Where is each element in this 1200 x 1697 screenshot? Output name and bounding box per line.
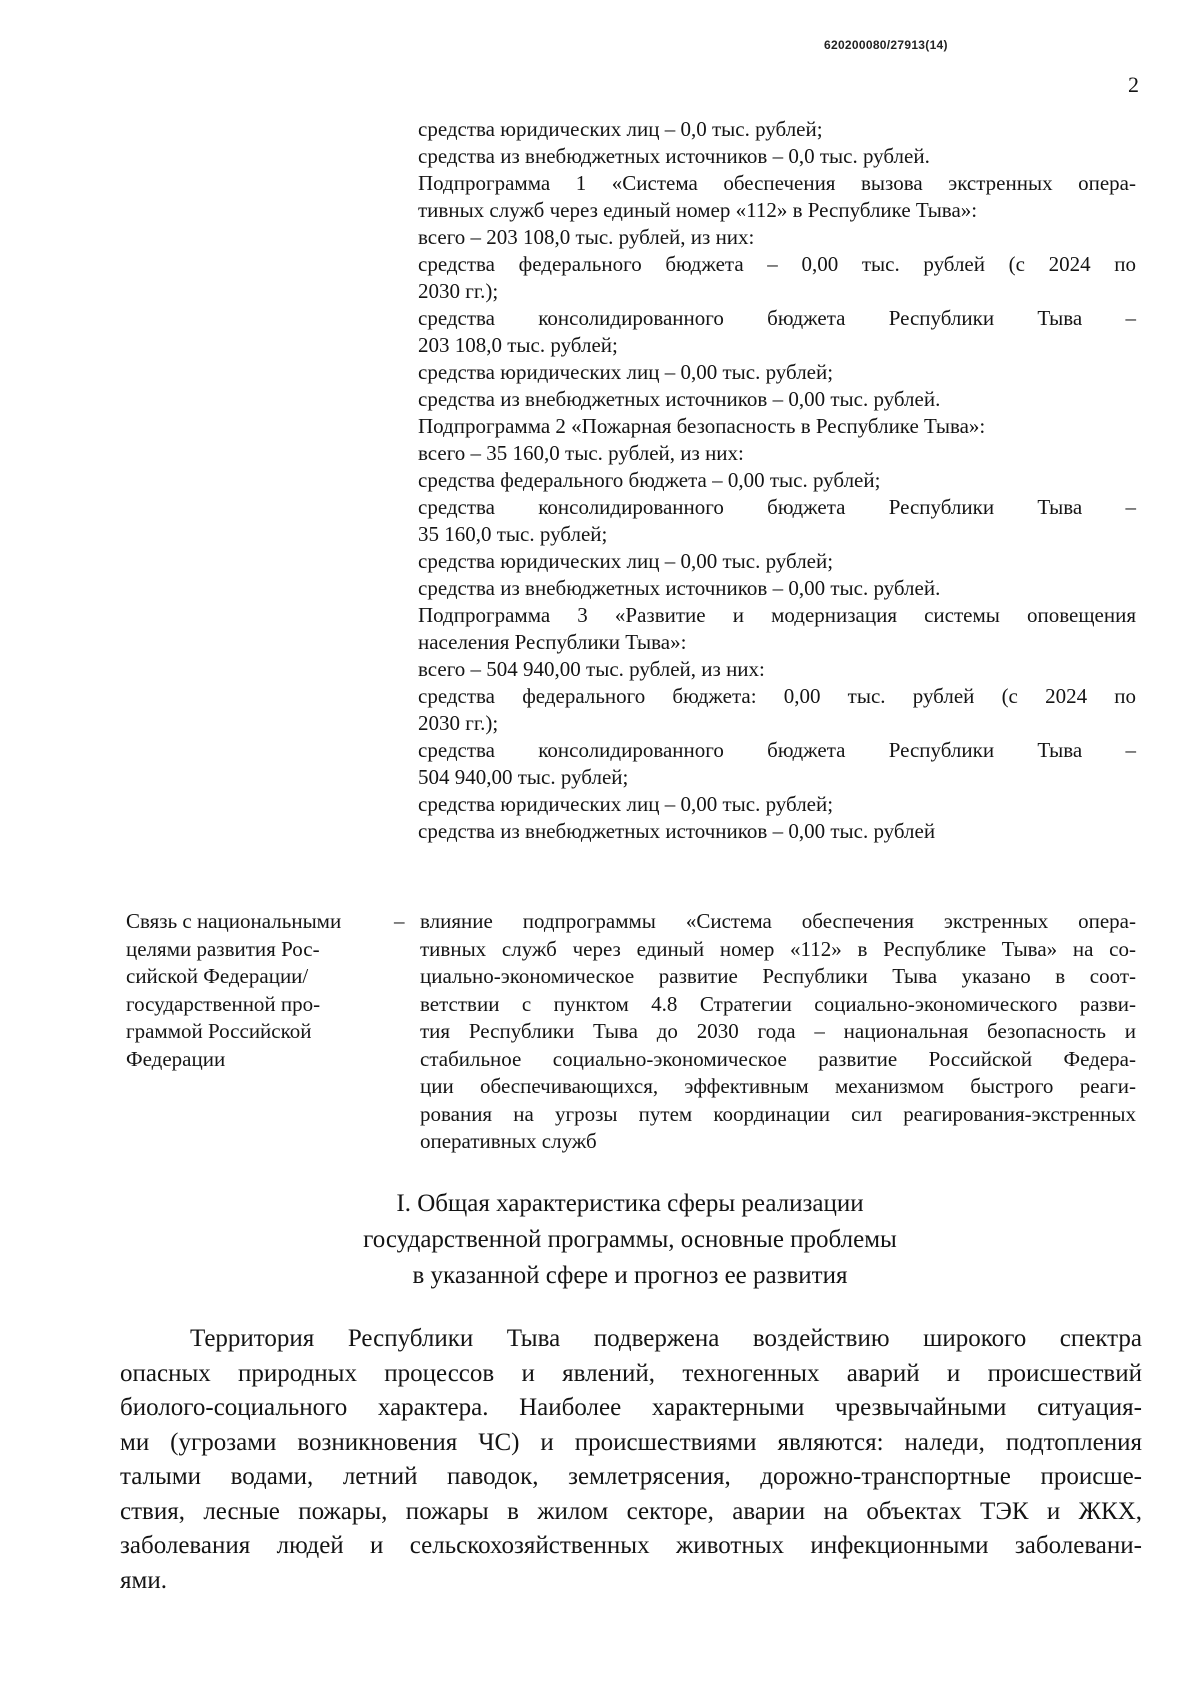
passport-line: Подпрограмма 3 «Развитие и модернизация системы оповещения <box>418 603 1136 627</box>
passport-line: средства из внебюджетных источников – 0,0 тыс. рублей. <box>418 144 930 168</box>
passport-line: всего – 35 160,0 тыс. рублей, из них: <box>418 441 744 465</box>
passport-line: средства из внебюджетных источников – 0,00 тыс. рублей. <box>418 387 941 411</box>
passport-line: 504 940,00 тыс. рублей; <box>418 765 629 789</box>
description-line: циально-экономическое развитие Республики Тыва указано в соот- <box>420 964 1136 988</box>
label-dash: – <box>394 909 405 933</box>
passport-line: 35 160,0 тыс. рублей; <box>418 522 608 546</box>
passport-line: всего – 203 108,0 тыс. рублей, из них: <box>418 225 755 249</box>
description-line: тивных служб через единый номер «112» в Республике Тыва» на со- <box>420 936 1136 961</box>
passport-line: средства юридических лиц – 0,00 тыс. рублей; <box>418 792 834 816</box>
passport-line: Подпрограмма 2 «Пожарная безопасность в Республике Тыва»: <box>418 414 986 438</box>
passport-line: Подпрограмма 1 «Система обеспечения вызова экстренных опера- <box>418 171 1136 195</box>
description-line: оперативных служб <box>420 1129 597 1153</box>
passport-line: средства из внебюджетных источников – 0,00 тыс. рублей <box>418 819 936 843</box>
body-paragraph <box>120 1322 1142 1598</box>
passport-line: 203 108,0 тыс. рублей; <box>418 333 618 357</box>
label-line: Связь с национальными <box>126 909 342 933</box>
paragraph-line: опасных природных процессов и явлений, техногенных аварий и происшествий <box>120 1359 1142 1387</box>
paragraph-line: заболевания людей и сельскохозяйственных животных инфекционными заболевани- <box>120 1532 1142 1559</box>
passport-line: средства федерального бюджета – 0,00 тыс. рублей (с 2024 по <box>418 252 1136 276</box>
passport-line: 2030 гг.); <box>418 711 499 735</box>
description-line: стабильное социально-экономическое развитие Российской Федера- <box>420 1046 1136 1071</box>
passport-line: населения Республики Тыва»: <box>418 630 687 654</box>
passport-line: средства федерального бюджета – 0,00 тыс. рублей; <box>418 468 881 492</box>
passport-line: всего – 504 940,00 тыс. рублей, из них: <box>418 657 765 681</box>
label-line: Федерации <box>126 1046 226 1071</box>
passport-line: средства консолидированного бюджета Республики Тыва – <box>418 495 1136 519</box>
label-line: государственной про- <box>126 991 321 1016</box>
passport-line: средства из внебюджетных источников – 0,00 тыс. рублей. <box>418 576 941 600</box>
heading-line: государственной программы, основные проблемы <box>363 1226 897 1253</box>
passport-line: тивных служб через единый номер «112» в Республике Тыва»: <box>418 198 978 222</box>
passport-line: средства консолидированного бюджета Республики Тыва – <box>418 738 1136 762</box>
description-line: рования на угрозы путем координации сил реагирования-экстренных <box>420 1101 1136 1126</box>
description-line: тия Республики Тыва до 2030 года – национальная безопасность и <box>420 1019 1136 1043</box>
passport-line: средства консолидированного бюджета Республики Тыва – <box>418 306 1136 330</box>
paragraph-line: ствия, лесные пожары, пожары в жилом секторе, аварии на объектах ТЭК и ЖКХ, <box>120 1497 1142 1525</box>
heading-line: I. Общая характеристика сферы реализации <box>396 1190 864 1217</box>
document-registration-number: 620200080/27913(14) <box>824 38 948 52</box>
heading-line: в указанной сфере и прогноз ее развития <box>412 1262 848 1289</box>
description-line: влияние подпрограммы «Система обеспечения экстренных опера- <box>420 909 1136 933</box>
section-heading <box>240 1186 1020 1294</box>
national-goals-label <box>126 908 376 1073</box>
passport-line: средства юридических лиц – 0,00 тыс. рублей; <box>418 360 834 384</box>
passport-line: 2030 гг.); <box>418 279 499 303</box>
funding-passport-block <box>418 116 1136 845</box>
paragraph-line: Территория Республики Тыва подвержена воздействию широкого спектра <box>190 1325 1142 1352</box>
passport-line: средства юридических лиц – 0,00 тыс. рублей; <box>418 549 834 573</box>
page-number: 2 <box>1128 72 1139 97</box>
passport-line: средства юридических лиц – 0,0 тыс. рублей; <box>418 117 823 141</box>
description-line: ции обеспечивающихся, эффективным механизмом быстрого реаги- <box>420 1074 1136 1098</box>
label-line: граммой Российской <box>126 1019 312 1043</box>
description-line: ветствии с пунктом 4.8 Стратегии социально-экономического разви- <box>420 991 1136 1016</box>
label-line: сийской Федерации/ <box>126 964 309 988</box>
paragraph-line: ями. <box>120 1566 167 1594</box>
paragraph-line: талыми водами, летний паводок, землетрясения, дорожно-транспортные происше- <box>120 1463 1142 1490</box>
passport-line: средства федерального бюджета: 0,00 тыс. рублей (с 2024 по <box>418 684 1136 708</box>
paragraph-line: ми (угрозами возникновения ЧС) и происшествиями являются: наледи, подтопления <box>120 1428 1142 1456</box>
national-goals-description <box>420 908 1136 1156</box>
label-line: целями развития Рос- <box>126 936 320 961</box>
paragraph-line: биолого-социального характера. Наиболее характерными чрезвычайными ситуация- <box>120 1394 1142 1421</box>
